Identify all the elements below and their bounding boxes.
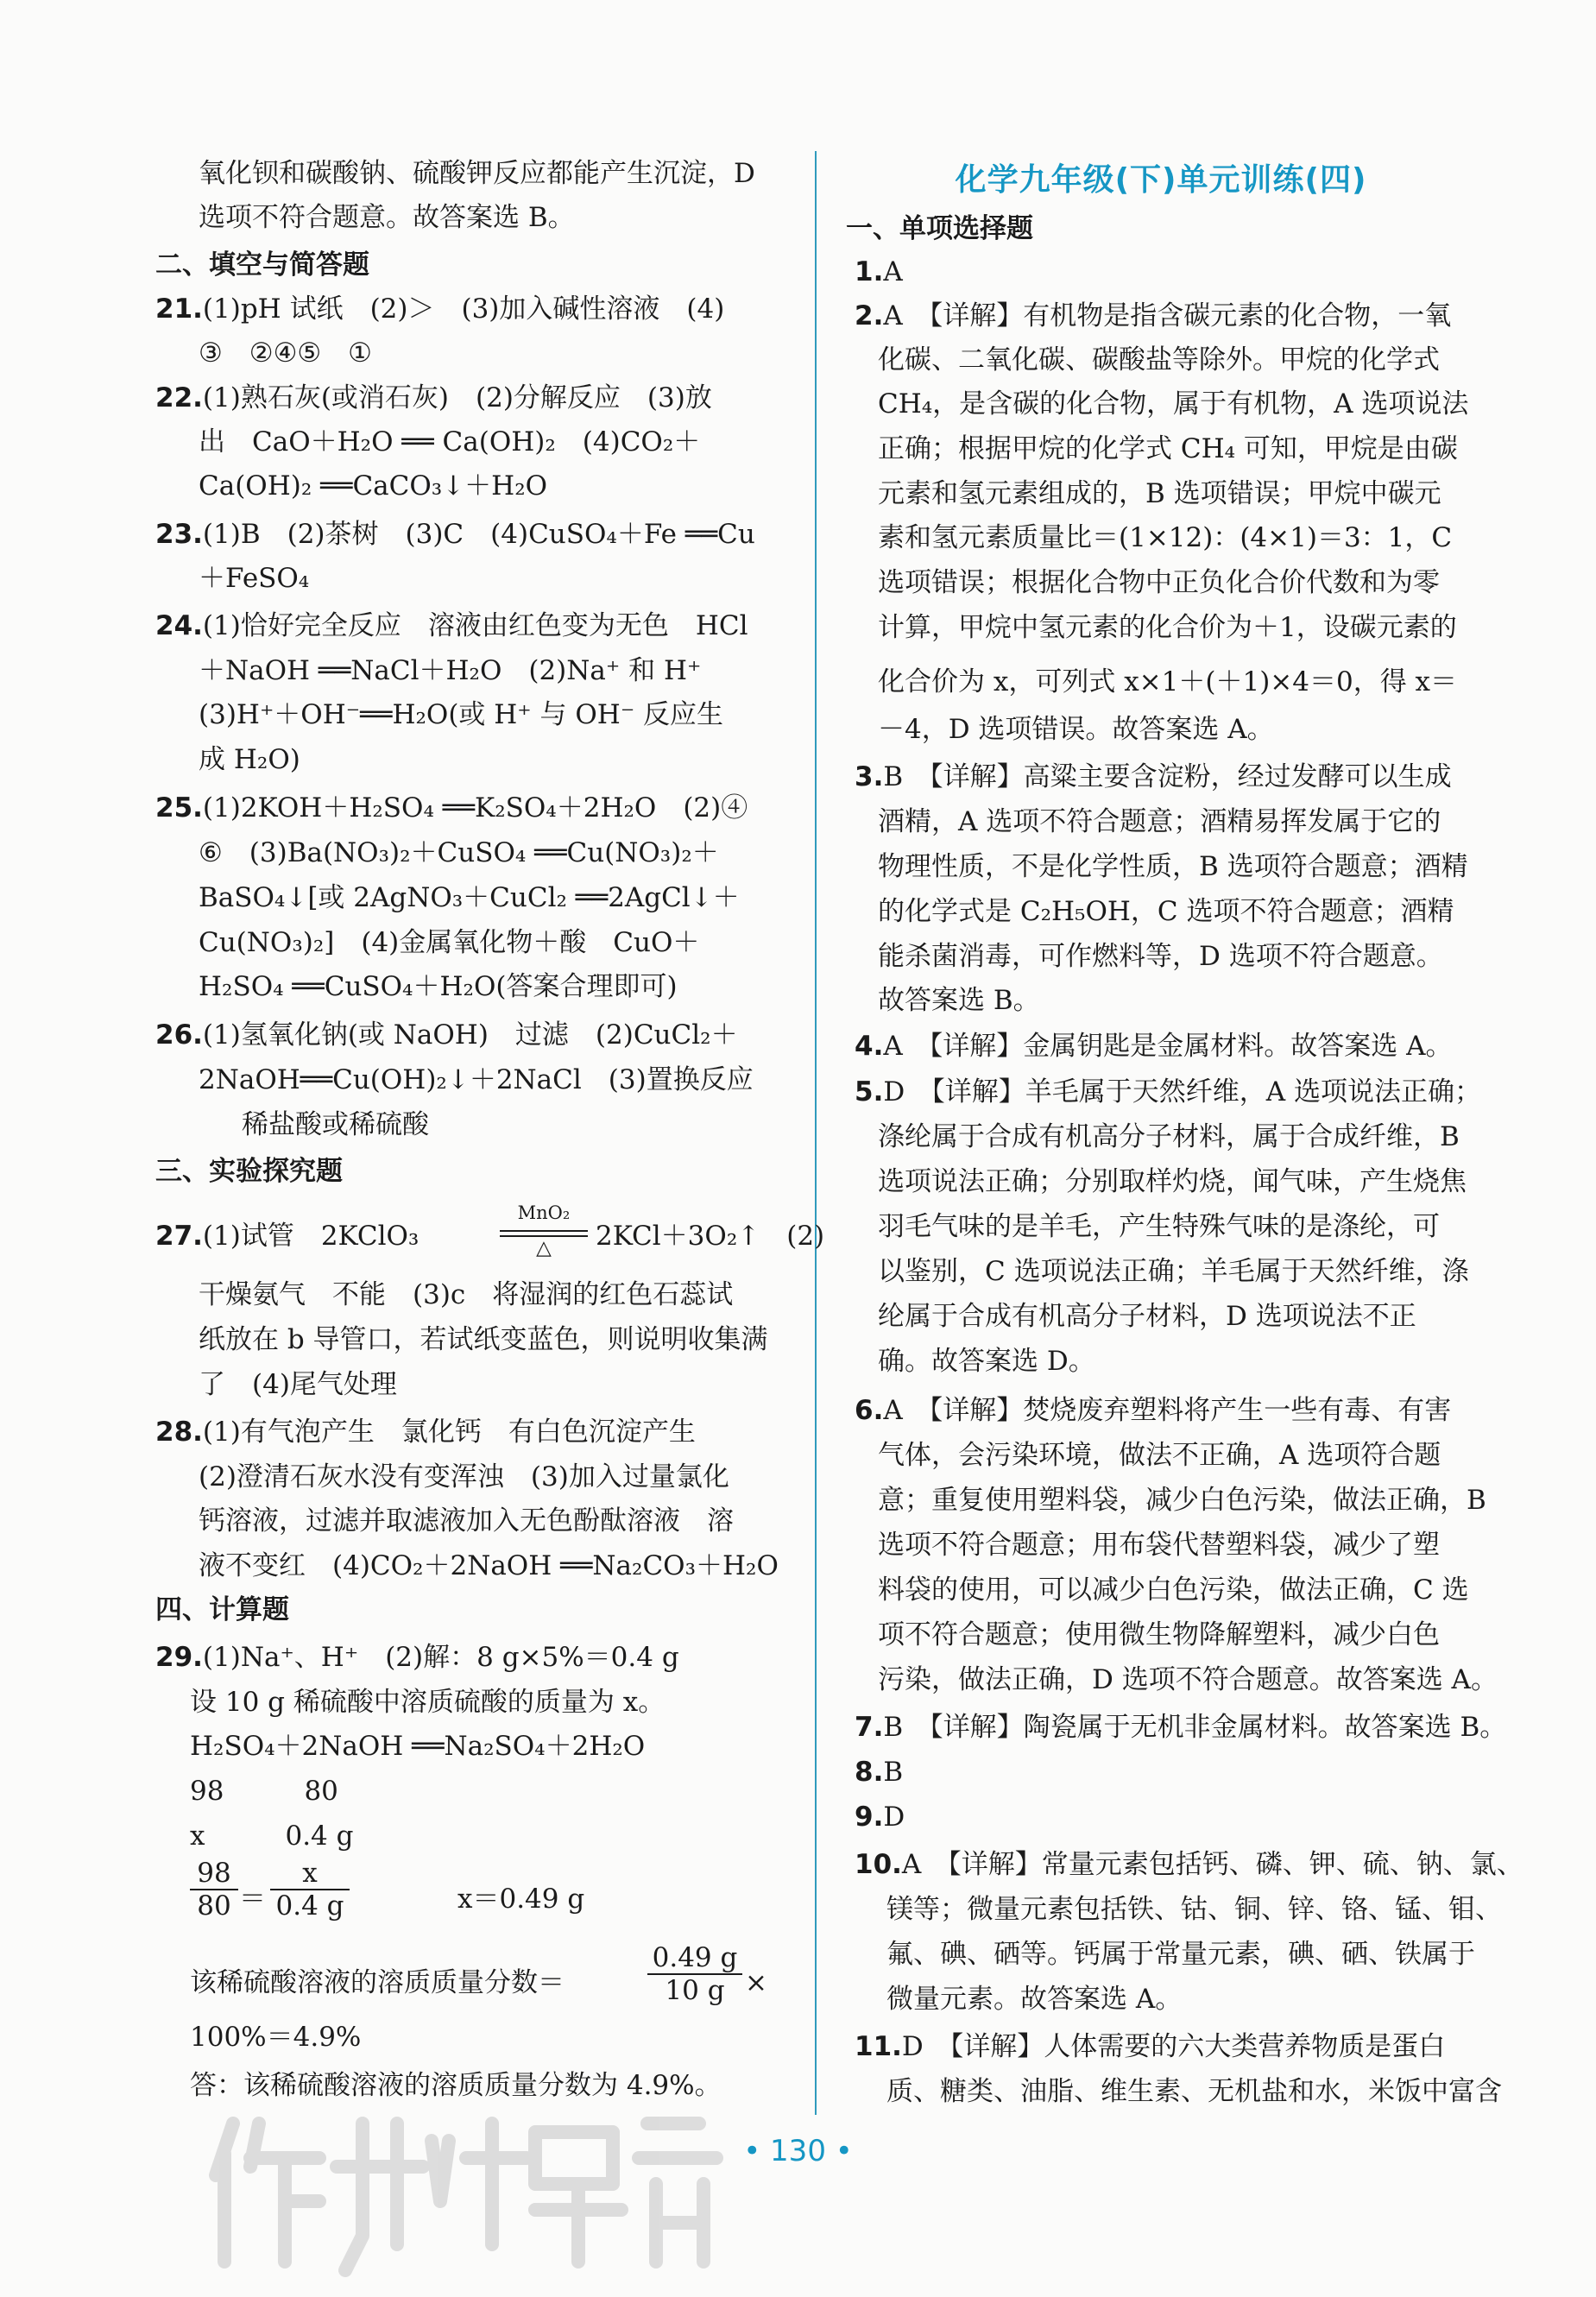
question-25: 25.(1)2KOH＋H₂SO₄ ══K₂SO₄＋2H₂O (2)④ — [155, 792, 748, 824]
text-line: CH₄，是含碳的化合物，属于有机物，A 选项说法 — [878, 388, 1469, 420]
text-line: x 0.4 g — [190, 1821, 354, 1852]
text-line: (3)H⁺＋OH⁻══H₂O(或 H⁺ 与 OH⁻ 反应生 — [199, 699, 724, 730]
column-divider — [815, 151, 817, 2115]
text-line: 料袋的使用，可以减少白色污染，做法正确，C 选 — [878, 1574, 1469, 1606]
question-8: 8.B — [855, 1757, 904, 1788]
section-heading-calculation: 四、计算题 — [155, 1594, 289, 1625]
text-line: 意；重复使用塑料袋，减少白色污染，做法正确，B — [878, 1485, 1486, 1516]
text-line: 素和氢元素质量比＝(1×12)：(4×1)＝3：1，C — [878, 522, 1453, 553]
text-line: 质、糖类、油脂、维生素、无机盐和水，米饭中富含 — [886, 2076, 1502, 2107]
text-line: 2NaOH══Cu(OH)₂↓＋2NaCl (3)置换反应 — [199, 1064, 754, 1095]
text-line: －4，D 选项错误。故答案选 A。 — [878, 714, 1274, 745]
question-9: 9.D — [855, 1802, 905, 1833]
question-4: 4.A 【详解】金属钥匙是金属材料。故答案选 A。 — [855, 1031, 1453, 1062]
text-line: 涤纶属于合成有机高分子材料，属于合成纤维，B — [878, 1121, 1460, 1152]
text-line: 了 (4)尾气处理 — [199, 1369, 397, 1400]
equals: ＝ — [239, 1884, 266, 1915]
text-line: 2KCl＋3O₂↑ (2) — [596, 1221, 825, 1252]
page-number: • 130 • — [743, 2134, 853, 2168]
question-24: 24.(1)恰好完全反应 溶液由红色变为无色 HCl — [155, 610, 748, 641]
text-line: 选项说法正确；分别取样灼烧，闻气味，产生烧焦 — [878, 1166, 1467, 1197]
question-10: 10.A 【详解】常量元素包括钙、磷、钾、硫、钠、氯、 — [855, 1849, 1523, 1880]
question-7: 7.B 【详解】陶瓷属于无机非金属材料。故答案选 B。 — [855, 1712, 1507, 1743]
text-line: 该稀硫酸溶液的溶质质量分数＝ — [190, 1967, 565, 1998]
text-line: 稀盐酸或稀硫酸 — [242, 1109, 429, 1140]
text-line: 选项不符合题意。故答案选 B。 — [199, 202, 575, 233]
text-line: 镁等；微量元素包括铁、钴、铜、锌、铬、锰、钼、 — [886, 1894, 1502, 1925]
text-line: 酒精，A 选项不符合题意；酒精易挥发属于它的 — [878, 806, 1441, 837]
question-1: 1.A — [855, 256, 903, 287]
result-x: x＝0.49 g — [457, 1884, 585, 1915]
text-line: 化碳、二氧化碳、碳酸盐等除外。甲烷的化学式 — [878, 344, 1440, 375]
text-line: 钙溶液，过滤并取滤液加入无色酚酞溶液 溶 — [199, 1505, 734, 1537]
text-line: ③ ②④⑤ ① — [199, 338, 372, 369]
text-line: 设 10 g 稀硫酸中溶质硫酸的质量为 x。 — [190, 1687, 666, 1718]
question-27: 27.(1)试管 2KClO₃ — [155, 1221, 420, 1252]
fraction-denominator: 80 — [190, 1889, 238, 1922]
fraction-denominator: 0.4 g — [270, 1889, 350, 1922]
fraction-numerator: x — [302, 1858, 318, 1889]
text-line: 气体，会污染环境，做法不正确，A 选项符合题 — [878, 1440, 1441, 1471]
text-line: 氟、碘、硒等。钙属于常量元素，碘、硒、铁属于 — [886, 1939, 1475, 1970]
text-line: 污染，做法正确，D 选项不符合题意。故答案选 A。 — [878, 1664, 1498, 1695]
text-line: Cu(NO₃)₂] (4)金属氧化物＋酸 CuO＋ — [199, 927, 700, 958]
question-2: 2.A 【详解】有机物是指含碳元素的化合物，一氧 — [855, 300, 1452, 331]
text-line: BaSO₄↓[或 2AgNO₃＋CuCl₂ ══2AgCl↓＋ — [199, 882, 740, 913]
text-line: 成 H₂O) — [199, 744, 300, 775]
text-line: 确。故答案选 D。 — [878, 1346, 1095, 1377]
text-line: (2)澄清石灰水没有变浑浊 (3)加入过量氯化 — [199, 1461, 729, 1492]
unit-title: 化学九年级(下)单元训练(四) — [955, 162, 1367, 198]
text-line: H₂SO₄ ══CuSO₄＋H₂O(答案合理即可) — [199, 971, 678, 1002]
text-line: 98 80 — [190, 1776, 338, 1807]
question-23: 23.(1)B (2)茶树 (3)C (4)CuSO₄＋Fe ══Cu — [155, 519, 755, 550]
text-line: ＋NaOH ══NaCl＋H₂O (2)Na⁺ 和 H⁺ — [199, 655, 702, 686]
text-line: H₂SO₄＋2NaOH ══Na₂SO₄＋2H₂O — [190, 1731, 646, 1762]
fraction-denominator: 10 g — [647, 1973, 742, 2006]
question-22: 22.(1)熟石灰(或消石灰) (2)分解反应 (3)放 — [155, 382, 712, 413]
fraction-numerator: 98 — [197, 1858, 231, 1889]
text-line: 的化学式是 C₂H₅OH，C 选项不符合题意；酒精 — [878, 896, 1454, 927]
text-line: ⑥ (3)Ba(NO₃)₂＋CuSO₄ ══Cu(NO₃)₂＋ — [199, 837, 719, 868]
text-line: 选项不符合题意；用布袋代替塑料袋，减少了塑 — [878, 1530, 1440, 1561]
text-line: 纸放在 b 导管口，若试纸变蓝色，则说明收集满 — [199, 1324, 768, 1355]
question-11: 11.D 【详解】人体需要的六大类营养物质是蛋白 — [855, 2031, 1446, 2062]
text-line: 能杀菌消毒，可作燃料等，D 选项不符合题意。 — [878, 941, 1443, 972]
text-line: 计算，甲烷中氢元素的化合价为＋1，设碳元素的 — [878, 612, 1457, 643]
text-line: 选项错误；根据化合物中正负化合价代数和为零 — [878, 567, 1440, 598]
fraction-x-over-mass — [270, 1858, 350, 1922]
text-line: 出 CaO＋H₂O ══ Ca(OH)₂ (4)CO₂＋ — [199, 426, 701, 458]
text-line: 微量元素。故答案选 A。 — [886, 1984, 1183, 2015]
section-heading-single-choice: 一、单项选择题 — [846, 213, 1033, 244]
fraction-numerator: 0.49 g — [652, 1942, 738, 1973]
text-line: 纶属于合成有机高分子材料，D 选项说法不正 — [878, 1301, 1416, 1332]
section-heading-fill-in: 二、填空与简答题 — [155, 249, 369, 281]
text-line: 故答案选 B。 — [878, 985, 1040, 1016]
text-line: 100%＝4.9% — [190, 2022, 362, 2053]
text-line: ＋FeSO₄ — [199, 563, 310, 594]
text-line: 元素和氢元素组成的，B 选项错误；甲烷中碳元 — [878, 478, 1441, 509]
text-line: 以鉴别，C 选项说法正确；羊毛属于天然纤维，涤 — [878, 1256, 1469, 1287]
text-line: 羽毛气味的是羊毛，产生特殊气味的是涤纶，可 — [878, 1211, 1440, 1242]
times-sign: × — [745, 1967, 767, 1998]
text-line: 氧化钡和碳酸钠、硫酸钾反应都能产生沉淀，D — [199, 158, 755, 189]
section-heading-experiment: 三、实验探究题 — [155, 1156, 343, 1187]
reaction-equals-sign — [500, 1230, 588, 1237]
question-28: 28.(1)有气泡产生 氯化钙 有白色沉淀产生 — [155, 1417, 696, 1448]
fraction-98-80 — [190, 1858, 238, 1922]
question-21: 21.(1)pH 试纸 (2)＞ (3)加入碱性溶液 (4) — [155, 293, 725, 325]
text-line: 正确；根据甲烷的化学式 CH₄ 可知，甲烷是由碳 — [878, 433, 1458, 464]
text-line: 干燥氨气 不能 (3)c 将湿润的红色石蕊试 — [199, 1279, 734, 1310]
question-5: 5.D 【详解】羊毛属于天然纤维，A 选项说法正确； — [855, 1076, 1481, 1107]
question-29: 29.(1)Na⁺、H⁺ (2)解：8 g×5%＝0.4 g — [155, 1642, 679, 1673]
text-line: 液不变红 (4)CO₂＋2NaOH ══Na₂CO₃＋H₂O — [199, 1550, 779, 1581]
fraction-concentration — [647, 1942, 742, 2006]
reaction-condition-catalyst: MnO₂ — [517, 1202, 571, 1223]
answer-line: 答：该稀硫酸溶液的溶质质量分数为 4.9%。 — [190, 2070, 722, 2101]
question-3: 3.B 【详解】高粱主要含淀粉，经过发酵可以生成 — [855, 761, 1452, 792]
text-line: 化合价为 x，可列式 x×1＋(＋1)×4＝0，得 x＝ — [878, 666, 1458, 697]
text-line: 项不符合题意；使用微生物降解塑料，减少白色 — [878, 1619, 1440, 1650]
question-6: 6.A 【详解】焚烧废弃塑料将产生一些有毒、有害 — [855, 1395, 1452, 1426]
question-26: 26.(1)氢氧化钠(或 NaOH) 过滤 (2)CuCl₂＋ — [155, 1019, 738, 1051]
reaction-condition-heat: △ — [536, 1237, 552, 1259]
watermark-logo — [207, 2072, 725, 2288]
text-line: 物理性质，不是化学性质，B 选项符合题意；酒精 — [878, 851, 1468, 882]
text-line: Ca(OH)₂ ══CaCO₃↓＋H₂O — [199, 470, 548, 502]
